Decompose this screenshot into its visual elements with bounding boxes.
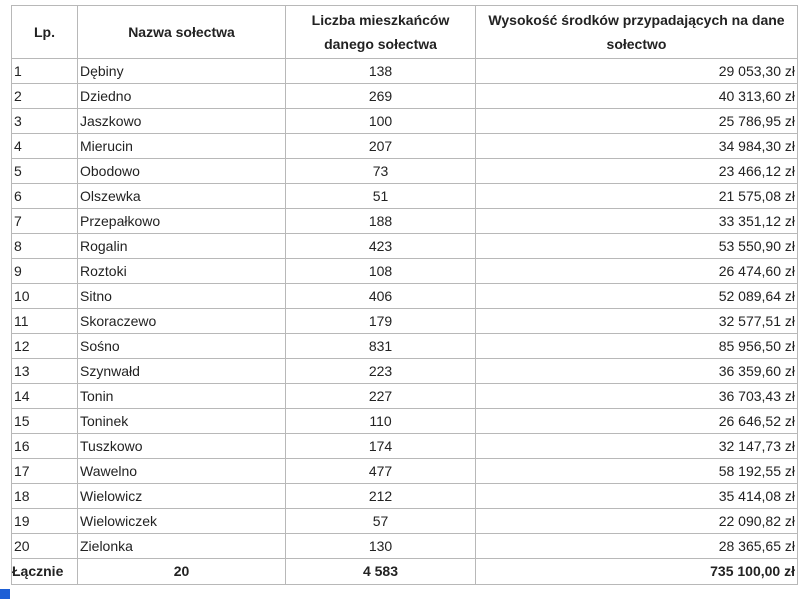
table-row	[12, 534, 798, 559]
cell-lp: 6	[12, 184, 78, 209]
cell-name: Wielowicz	[78, 484, 286, 509]
cell-name: Wawelno	[78, 459, 286, 484]
cell-population: 423	[286, 234, 476, 259]
cell-lp: 12	[12, 334, 78, 359]
header-name: Nazwa sołectwa	[78, 6, 286, 59]
cell-population: 406	[286, 284, 476, 309]
cell-amount: 33 351,12 zł	[476, 209, 798, 234]
table-row	[12, 259, 798, 284]
cell-amount: 34 984,30 zł	[476, 134, 798, 159]
cell-amount: 35 414,08 zł	[476, 484, 798, 509]
total-label: Łącznie	[12, 559, 78, 585]
cell-amount: 36 359,60 zł	[476, 359, 798, 384]
cell-name: Toninek	[78, 409, 286, 434]
total-amount: 735 100,00 zł	[476, 559, 798, 585]
cell-population: 174	[286, 434, 476, 459]
cell-name: Mierucin	[78, 134, 286, 159]
cell-population: 57	[286, 509, 476, 534]
cell-lp: 10	[12, 284, 78, 309]
table-row	[12, 284, 798, 309]
cell-name: Przepałkowo	[78, 209, 286, 234]
cell-lp: 4	[12, 134, 78, 159]
cell-population: 130	[286, 534, 476, 559]
cell-lp: 18	[12, 484, 78, 509]
cell-lp: 11	[12, 309, 78, 334]
cell-population: 477	[286, 459, 476, 484]
header-amount: Wysokość środków przypadających na dane sołectwo	[476, 6, 798, 59]
cell-amount: 25 786,95 zł	[476, 109, 798, 134]
cell-amount: 28 365,65 zł	[476, 534, 798, 559]
cell-name: Tonin	[78, 384, 286, 409]
cell-lp: 19	[12, 509, 78, 534]
cell-name: Wielowiczek	[78, 509, 286, 534]
cell-name: Dziedno	[78, 84, 286, 109]
cell-lp: 13	[12, 359, 78, 384]
cell-lp: 3	[12, 109, 78, 134]
cell-name: Obodowo	[78, 159, 286, 184]
funds-table	[11, 5, 798, 585]
cell-amount: 40 313,60 zł	[476, 84, 798, 109]
cell-lp: 9	[12, 259, 78, 284]
header-row	[12, 6, 798, 59]
cell-lp: 16	[12, 434, 78, 459]
table-row	[12, 334, 798, 359]
cell-name: Rogalin	[78, 234, 286, 259]
header-population: Liczba mieszkańców danego sołectwa	[286, 6, 476, 59]
cell-name: Skoraczewo	[78, 309, 286, 334]
cell-amount: 22 090,82 zł	[476, 509, 798, 534]
table-row	[12, 359, 798, 384]
cell-name: Olszewka	[78, 184, 286, 209]
table-row	[12, 459, 798, 484]
cell-name: Jaszkowo	[78, 109, 286, 134]
cell-amount: 32 147,73 zł	[476, 434, 798, 459]
cell-name: Szynwałd	[78, 359, 286, 384]
cell-population: 51	[286, 184, 476, 209]
cell-name: Sośno	[78, 334, 286, 359]
table-body	[12, 59, 798, 559]
table-row	[12, 384, 798, 409]
cell-population: 100	[286, 109, 476, 134]
table-row	[12, 184, 798, 209]
cell-population: 207	[286, 134, 476, 159]
table-row	[12, 134, 798, 159]
cell-name: Sitno	[78, 284, 286, 309]
cell-amount: 26 646,52 zł	[476, 409, 798, 434]
cell-lp: 14	[12, 384, 78, 409]
table-row	[12, 484, 798, 509]
cell-population: 138	[286, 59, 476, 84]
cell-amount: 58 192,55 zł	[476, 459, 798, 484]
cell-lp: 17	[12, 459, 78, 484]
cell-lp: 1	[12, 59, 78, 84]
cell-lp: 2	[12, 84, 78, 109]
cell-lp: 20	[12, 534, 78, 559]
cell-population: 223	[286, 359, 476, 384]
table-row	[12, 234, 798, 259]
table-row	[12, 159, 798, 184]
cell-population: 269	[286, 84, 476, 109]
cell-population: 179	[286, 309, 476, 334]
cell-amount: 26 474,60 zł	[476, 259, 798, 284]
table-row	[12, 109, 798, 134]
cell-name: Tuszkowo	[78, 434, 286, 459]
cell-name: Zielonka	[78, 534, 286, 559]
total-row	[12, 559, 798, 585]
cell-amount: 29 053,30 zł	[476, 59, 798, 84]
cell-name: Dębiny	[78, 59, 286, 84]
table-row	[12, 209, 798, 234]
corner-marker	[0, 589, 10, 599]
cell-population: 227	[286, 384, 476, 409]
table-row	[12, 409, 798, 434]
cell-amount: 23 466,12 zł	[476, 159, 798, 184]
cell-amount: 53 550,90 zł	[476, 234, 798, 259]
cell-population: 108	[286, 259, 476, 284]
cell-amount: 21 575,08 zł	[476, 184, 798, 209]
cell-lp: 7	[12, 209, 78, 234]
cell-lp: 5	[12, 159, 78, 184]
total-count: 20	[78, 559, 286, 585]
cell-name: Roztoki	[78, 259, 286, 284]
table-row	[12, 509, 798, 534]
cell-amount: 85 956,50 zł	[476, 334, 798, 359]
cell-population: 212	[286, 484, 476, 509]
header-lp: Lp.	[12, 6, 78, 59]
total-population: 4 583	[286, 559, 476, 585]
cell-lp: 8	[12, 234, 78, 259]
cell-population: 110	[286, 409, 476, 434]
table-row	[12, 84, 798, 109]
cell-amount: 36 703,43 zł	[476, 384, 798, 409]
cell-amount: 52 089,64 zł	[476, 284, 798, 309]
cell-population: 73	[286, 159, 476, 184]
table-row	[12, 59, 798, 84]
cell-amount: 32 577,51 zł	[476, 309, 798, 334]
table-row	[12, 309, 798, 334]
cell-lp: 15	[12, 409, 78, 434]
table-row	[12, 434, 798, 459]
cell-population: 831	[286, 334, 476, 359]
cell-population: 188	[286, 209, 476, 234]
